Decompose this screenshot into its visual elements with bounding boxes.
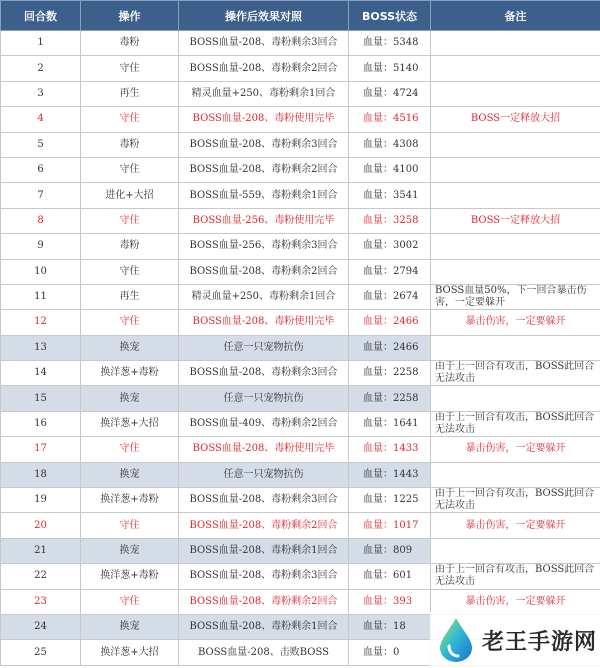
action-cell: 换洋葱+大招 [81, 411, 179, 436]
table-row [1, 259, 600, 284]
action-cell: 守住 [81, 56, 179, 81]
boss-status-cell: 血量：0 [349, 640, 431, 665]
effect-cell: BOSS血量-256、毒粉使用完毕 [179, 208, 349, 233]
note-cell [431, 31, 600, 56]
round-cell: 14 [1, 361, 81, 386]
boss-status-cell: 血量：2466 [349, 335, 431, 360]
effect-cell: BOSS血量-208、毒粉剩余2回合 [179, 513, 349, 538]
round-cell: 18 [1, 462, 81, 487]
effect-cell: BOSS血量-208、毒粉剩余3回合 [179, 564, 349, 589]
action-cell: 换宠 [81, 386, 179, 411]
boss-status-cell: 血量：3541 [349, 183, 431, 208]
table-row [1, 31, 600, 56]
note-cell: 暴击伤害，一定要躲开 [431, 437, 600, 462]
table-row [1, 386, 600, 411]
boss-status-cell: 血量：2258 [349, 386, 431, 411]
round-cell: 6 [1, 157, 81, 182]
boss-status-cell: 血量：1017 [349, 513, 431, 538]
round-cell: 22 [1, 564, 81, 589]
effect-cell: BOSS血量-208、毒粉剩余2回合 [179, 259, 349, 284]
round-cell: 10 [1, 259, 81, 284]
table-row [1, 107, 600, 132]
table-body [1, 31, 600, 666]
effect-cell: BOSS血量-208、毒粉剩余1回合 [179, 614, 349, 639]
round-cell: 7 [1, 183, 81, 208]
effect-cell: BOSS血量-208、毒粉剩余2回合 [179, 157, 349, 182]
effect-cell: BOSS血量-208、毒粉使用完毕 [179, 107, 349, 132]
boss-status-cell: 血量：1443 [349, 462, 431, 487]
table-row [1, 564, 600, 589]
boss-status-cell: 血量：2674 [349, 284, 431, 309]
action-cell: 守住 [81, 107, 179, 132]
effect-cell: BOSS血量-409、毒粉剩余2回合 [179, 411, 349, 436]
table-row [1, 488, 600, 513]
header-round: 回合数 [1, 1, 81, 31]
effect-cell: BOSS血量-208、毒粉剩余1回合 [179, 538, 349, 563]
action-cell: 守住 [81, 310, 179, 335]
effect-cell: 任意一只宠物抗伤 [179, 462, 349, 487]
effect-cell: 任意一只宠物抗伤 [179, 335, 349, 360]
table-row [1, 361, 600, 386]
boss-status-cell: 血量：5140 [349, 56, 431, 81]
table-row [1, 538, 600, 563]
table-row [1, 513, 600, 538]
note-cell: 暴击伤害，一定要躲开 [431, 310, 600, 335]
note-cell [431, 462, 600, 487]
action-cell: 守住 [81, 208, 179, 233]
note-cell: 暴击伤害，一定要躲开 [431, 589, 600, 614]
round-cell: 1 [1, 31, 81, 56]
header-action: 操作 [81, 1, 179, 31]
header-boss-status: BOSS状态 [349, 1, 431, 31]
round-cell: 25 [1, 640, 81, 665]
note-cell [431, 234, 600, 259]
header-effect: 操作后效果对照 [179, 1, 349, 31]
round-cell: 8 [1, 208, 81, 233]
action-cell: 毒粉 [81, 31, 179, 56]
note-cell [431, 157, 600, 182]
round-cell: 12 [1, 310, 81, 335]
watermark-text: 老王手游网 [482, 629, 598, 655]
round-cell: 5 [1, 132, 81, 157]
boss-status-cell: 血量：1641 [349, 411, 431, 436]
action-cell: 换宠 [81, 614, 179, 639]
table-row [1, 437, 600, 462]
header-note: 备注 [431, 1, 600, 31]
note-cell [431, 259, 600, 284]
effect-cell: 任意一只宠物抗伤 [179, 386, 349, 411]
boss-status-cell: 血量：1433 [349, 437, 431, 462]
note-cell [431, 56, 600, 81]
watermark [430, 612, 600, 668]
table-row [1, 183, 600, 208]
action-cell: 毒粉 [81, 132, 179, 157]
action-cell: 换洋葱+大招 [81, 640, 179, 665]
boss-status-cell: 血量：2258 [349, 361, 431, 386]
note-cell [431, 335, 600, 360]
round-cell: 16 [1, 411, 81, 436]
table-row [1, 335, 600, 360]
boss-status-cell: 血量：4100 [349, 157, 431, 182]
table-row [1, 234, 600, 259]
effect-cell: BOSS血量-208、毒粉剩余3回合 [179, 361, 349, 386]
action-cell: 换宠 [81, 538, 179, 563]
effect-cell: BOSS血量-256、毒粉剩余3回合 [179, 234, 349, 259]
table-row [1, 589, 600, 614]
note-cell [431, 81, 600, 106]
boss-status-cell: 血量：5348 [349, 31, 431, 56]
boss-status-cell: 血量：2794 [349, 259, 431, 284]
boss-status-cell: 血量：4308 [349, 132, 431, 157]
water-drop-logo-icon [436, 616, 476, 664]
table-row [1, 310, 600, 335]
boss-status-cell: 血量：4516 [349, 107, 431, 132]
effect-cell: BOSS血量-208、毒粉剩余3回合 [179, 488, 349, 513]
action-cell: 换宠 [81, 462, 179, 487]
table-header-row [1, 1, 600, 31]
round-cell: 2 [1, 56, 81, 81]
table-row [1, 411, 600, 436]
note-cell [431, 183, 600, 208]
note-cell [431, 386, 600, 411]
action-cell: 换洋葱+毒粉 [81, 361, 179, 386]
action-cell: 再生 [81, 284, 179, 309]
note-cell [431, 132, 600, 157]
table-row [1, 81, 600, 106]
round-cell: 13 [1, 335, 81, 360]
round-cell: 11 [1, 284, 81, 309]
boss-status-cell: 血量：3258 [349, 208, 431, 233]
effect-cell: BOSS血量-208、毒粉剩余3回合 [179, 31, 349, 56]
round-cell: 24 [1, 614, 81, 639]
boss-status-cell: 血量：18 [349, 614, 431, 639]
note-cell: BOSS血量50%，下一回合暴击伤害，一定要躲开 [431, 284, 600, 309]
action-cell: 毒粉 [81, 234, 179, 259]
action-cell: 进化+大招 [81, 183, 179, 208]
table-row [1, 208, 600, 233]
action-cell: 换洋葱+毒粉 [81, 488, 179, 513]
effect-cell: BOSS血量-208、毒粉使用完毕 [179, 310, 349, 335]
table-row [1, 157, 600, 182]
boss-status-cell: 血量：4724 [349, 81, 431, 106]
round-cell: 17 [1, 437, 81, 462]
effect-cell: BOSS血量-208、毒粉剩余2回合 [179, 589, 349, 614]
round-cell: 9 [1, 234, 81, 259]
table-row [1, 462, 600, 487]
note-cell: 暴击伤害，一定要躲开 [431, 513, 600, 538]
note-cell: 由于上一回合有攻击，BOSS此回合无法攻击 [431, 361, 600, 386]
action-cell: 换洋葱+毒粉 [81, 564, 179, 589]
boss-status-cell: 血量：393 [349, 589, 431, 614]
effect-cell: BOSS血量-208、毒粉剩余2回合 [179, 56, 349, 81]
action-cell: 再生 [81, 81, 179, 106]
round-cell: 3 [1, 81, 81, 106]
table-row [1, 56, 600, 81]
round-cell: 23 [1, 589, 81, 614]
effect-cell: 精灵血量+250、毒粉剩余1回合 [179, 284, 349, 309]
boss-status-cell: 血量：1225 [349, 488, 431, 513]
action-cell: 守住 [81, 259, 179, 284]
note-cell: BOSS一定释放大招 [431, 208, 600, 233]
round-cell: 15 [1, 386, 81, 411]
action-cell: 守住 [81, 589, 179, 614]
round-cell: 20 [1, 513, 81, 538]
note-cell: 由于上一回合有攻击，BOSS此回合无法攻击 [431, 564, 600, 589]
effect-cell: BOSS血量-208、击败BOSS [179, 640, 349, 665]
note-cell: 由于上一回合有攻击，BOSS此回合无法攻击 [431, 411, 600, 436]
round-cell: 19 [1, 488, 81, 513]
table-row [1, 132, 600, 157]
boss-status-cell: 血量：3002 [349, 234, 431, 259]
round-cell: 21 [1, 538, 81, 563]
action-cell: 守住 [81, 157, 179, 182]
round-cell: 4 [1, 107, 81, 132]
action-cell: 换宠 [81, 335, 179, 360]
note-cell [431, 538, 600, 563]
action-cell: 守住 [81, 513, 179, 538]
effect-cell: BOSS血量-559、毒粉剩余1回合 [179, 183, 349, 208]
boss-status-cell: 血量：2466 [349, 310, 431, 335]
effect-cell: BOSS血量-208、毒粉使用完毕 [179, 437, 349, 462]
boss-status-cell: 血量：809 [349, 538, 431, 563]
effect-cell: 精灵血量+250、毒粉剩余1回合 [179, 81, 349, 106]
effect-cell: BOSS血量-208、毒粉剩余3回合 [179, 132, 349, 157]
table-row [1, 284, 600, 309]
action-cell: 守住 [81, 437, 179, 462]
note-cell: 由于上一回合有攻击，BOSS此回合无法攻击 [431, 488, 600, 513]
boss-status-cell: 血量：601 [349, 564, 431, 589]
note-cell: BOSS一定释放大招 [431, 107, 600, 132]
